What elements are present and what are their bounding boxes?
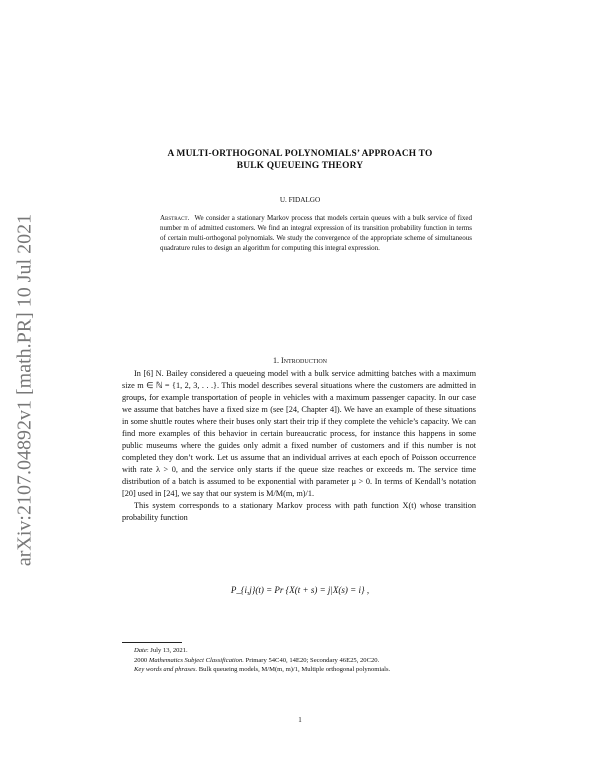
footnote-date-label: Date xyxy=(134,647,147,654)
footnote-msc-value: Primary 54C40, 14E20; Secondary 46E25, 20C20. xyxy=(243,656,380,664)
footnote-rule xyxy=(122,642,182,643)
equation: P_{i,j}(t) = Pr {X(t + s) = j|X(s) = i} , xyxy=(230,585,370,595)
abstract xyxy=(160,213,472,253)
footnote-keywords-label: Key words and phrases. xyxy=(134,666,198,673)
section-heading: 1. Introduction xyxy=(273,356,327,365)
section-body xyxy=(122,368,476,524)
footnote-keywords xyxy=(122,665,476,675)
arxiv-identifier xyxy=(10,180,40,600)
abstract-label: Abstract. xyxy=(160,214,190,222)
paper-title xyxy=(130,148,470,172)
footnote-keywords-value: Bulk queueing models, M/M(m, m)/1, Multiple orthogonal polynomials. xyxy=(197,666,391,673)
page-number: 1 xyxy=(298,716,302,724)
footnote-msc-prefix: 2000 xyxy=(134,656,149,664)
body-paragraph-2: This system corresponds to a stationary Markov process with path function X(t) whose transition probability function xyxy=(122,501,476,522)
footnote-date xyxy=(122,646,476,656)
footnote-msc xyxy=(122,656,476,666)
paper-title-line2: BULK QUEUEING THEORY xyxy=(236,161,364,171)
paper-title-line1: A MULTI-ORTHOGONAL POLYNOMIALS’ APPROACH TO xyxy=(167,149,433,159)
arxiv-identifier-text: arXiv:2107.04892v1 [math.PR] 10 Jul 2021 xyxy=(13,213,36,567)
author: U. FIDALGO xyxy=(279,196,321,204)
footnotes xyxy=(122,646,476,675)
footnote-msc-label: Mathematics Subject Classification. xyxy=(148,656,244,664)
abstract-text: We consider a stationary Markov process that models certain queues with a bulk service of fixed number m of admitted customers. We find an integral expression of its transition probability function in terms of certain multi-orthogonal polynomials. We study the convergence of the appropriate scheme of simultaneous quadrature rules to design an algorithm for computing this integral expression. xyxy=(160,214,473,252)
body-paragraph-1: In [6] N. Bailey considered a queueing model with a bulk service admitting batches with a maximum size m ∈ ℕ = {1, 2, 3, . . .}. This model describes several situations where the customers are admitted in groups, for example transportation of people in vehicles with a maximum passenger capacity. In our case we assume that batches have a fixed size m (see [24, Chapter 4]). We have an example of these situations in some shuttle routes where their buses only start their trip if they complete the vehicle’s capacity. We can find more examples of this behavior in certain bureaucratic process, for instance this happens in some public museums where the guides only admit a fixed number of customers and if this number is not completed they don’t work. Let us assume that an individual arrives at each epoch of Poisson occurrence with rate λ > 0, and the service only starts if the queue size reaches or exceeds m. The service time distribution of a batch is assumed to be exponential with parameter μ > 0. In terms of Kendall’s notation [20] used in [24], we say that our system is M/M(m, m)/1. xyxy=(122,369,476,498)
footnote-date-value: : July 13, 2021. xyxy=(146,647,188,654)
